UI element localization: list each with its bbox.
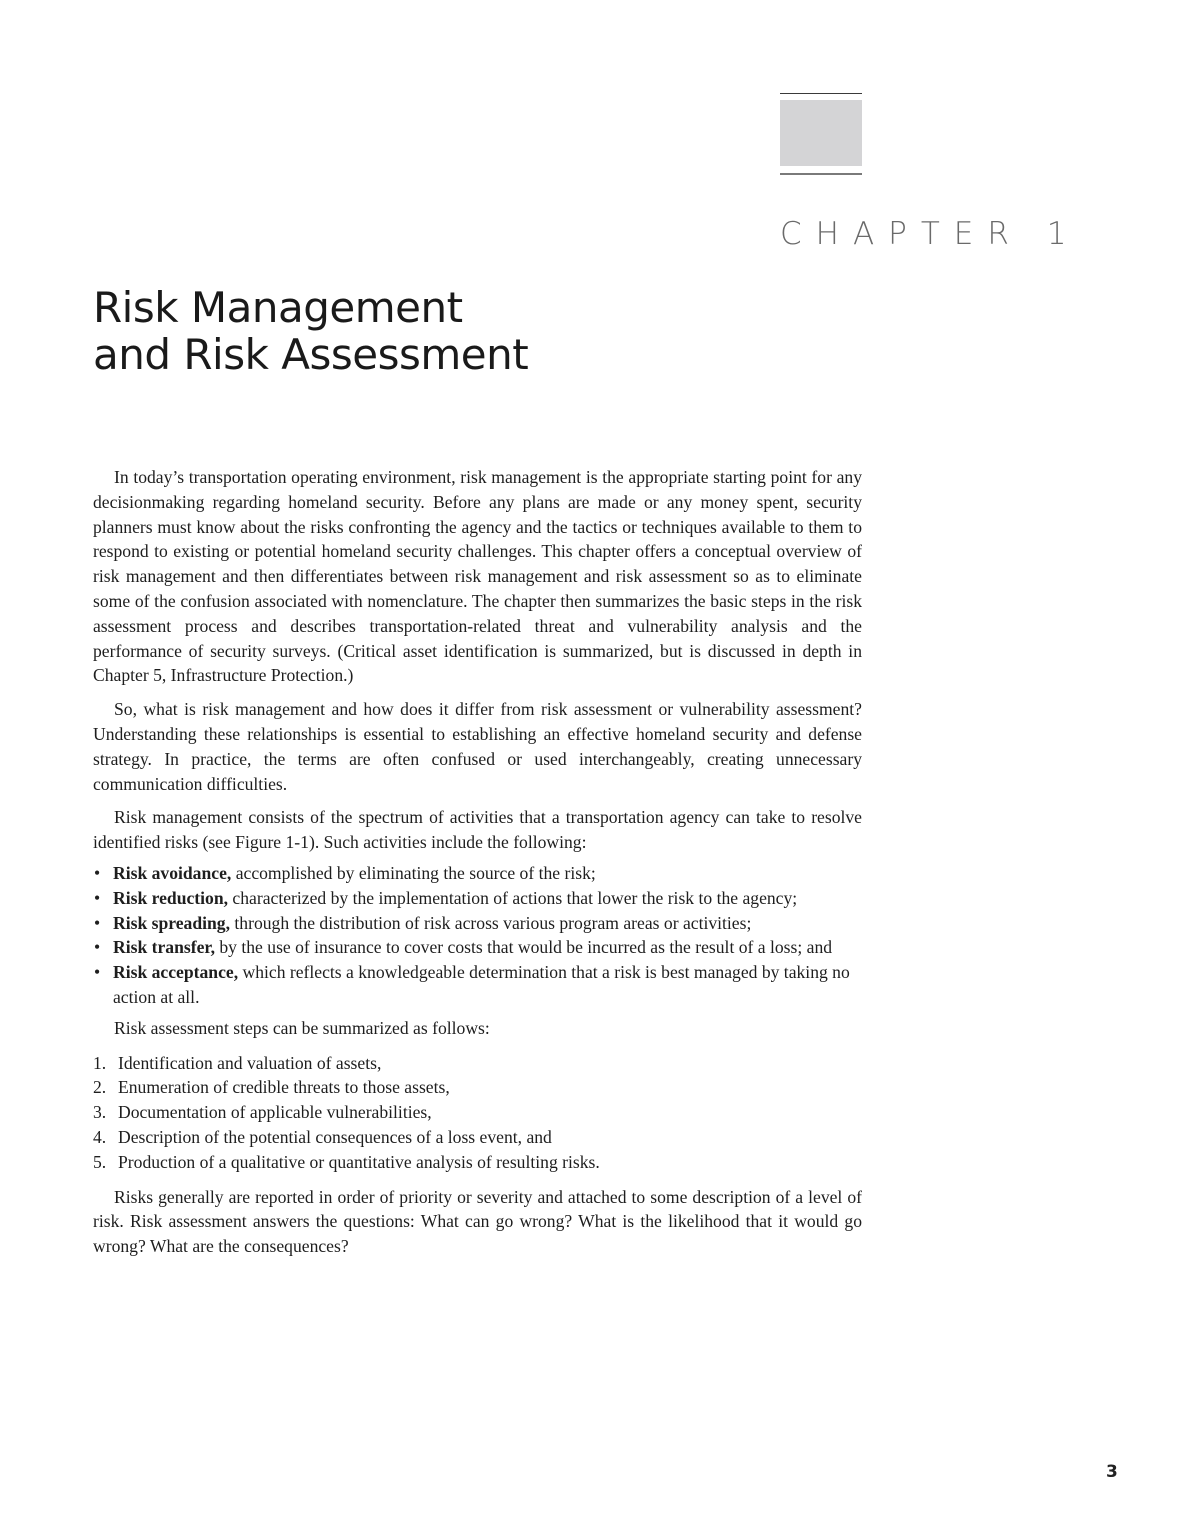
list-item-description: by the use of insurance to cover costs that would be incurred as the result of a loss; and bbox=[214, 937, 833, 958]
step-text: Description of the potential consequences of a loss event, and bbox=[118, 1126, 552, 1147]
steps-intro: Risk assessment steps can be summarized as follows: bbox=[114, 1017, 490, 1038]
list-item-term: Risk avoidance, bbox=[113, 862, 232, 883]
list-item bbox=[93, 1075, 862, 1100]
step-text: Identification and valuation of assets, bbox=[118, 1052, 382, 1073]
step-text: Enumeration of credible threats to those assets, bbox=[118, 1077, 450, 1098]
list-item-term: Risk acceptance, bbox=[113, 962, 239, 983]
list-item bbox=[93, 1100, 862, 1125]
bullet-icon: • bbox=[94, 962, 101, 983]
bullet-icon: • bbox=[94, 862, 101, 883]
list-item bbox=[93, 960, 862, 1010]
ornament-gray-box bbox=[780, 100, 862, 166]
list-item bbox=[93, 886, 862, 911]
step-number: 2. bbox=[93, 1077, 107, 1098]
list-item-description: through the distribution of risk across various program areas or activities; bbox=[230, 912, 752, 933]
ornament-bottom-rule bbox=[780, 173, 862, 175]
risk-activities-list bbox=[93, 861, 862, 1010]
chapter-body bbox=[93, 465, 862, 1268]
step-text: Production of a qualitative or quantitative analysis of resulting risks. bbox=[118, 1151, 600, 1172]
intro-paragraph: In today’s transportation operating environment, risk management is the appropriate starting point for any decisionmaking regarding homeland security. Before any plans are made or any money spent, security planners must know about the risks confronting the agency and the tactics or techniques available to them to respond to existing or potential homeland security challenges. This chapter offers a conceptual overview of risk management and then differentiates between risk management and risk assessment so as to eliminate some of the confusion associated with nomenclature. The chapter then summarizes the basic steps in the risk assessment process and describes transportation-related threat and vulnerability analysis and the performance of security surveys. (Critical asset identification is summarized, but is discussed in depth in Chapter 5, Infrastructure Protection.) bbox=[93, 467, 862, 686]
step-number: 1. bbox=[93, 1052, 107, 1073]
chapter-title-line-2: and Risk Assessment bbox=[93, 330, 529, 379]
list-item-description: accomplished by eliminating the source of the risk; bbox=[231, 862, 596, 883]
list-item-term: Risk spreading, bbox=[113, 912, 231, 933]
list-item-term: Risk reduction, bbox=[113, 887, 229, 908]
risk-management-paragraph: Risk management consists of the spectrum of activities that a transportation agency can take to resolve identified risks (see Figure 1-1). Such activities include the following: bbox=[93, 807, 862, 853]
bullet-icon: • bbox=[94, 887, 101, 908]
list-item bbox=[93, 935, 862, 960]
list-item bbox=[93, 911, 862, 936]
step-number: 5. bbox=[93, 1151, 107, 1172]
chapter-ornament bbox=[780, 93, 862, 175]
chapter-title bbox=[93, 284, 528, 378]
list-item-term: Risk transfer, bbox=[113, 937, 215, 958]
risk-assessment-steps-list bbox=[93, 1051, 862, 1175]
list-item bbox=[93, 1150, 862, 1175]
list-item bbox=[93, 1125, 862, 1150]
ornament-top-rule bbox=[780, 93, 862, 94]
page-number: 3 bbox=[1106, 1462, 1118, 1482]
chapter-number-label: CHAPTER 1 bbox=[780, 216, 1081, 252]
step-number: 3. bbox=[93, 1102, 107, 1123]
bullet-icon: • bbox=[94, 937, 101, 958]
bullet-icon: • bbox=[94, 912, 101, 933]
list-item-description: which reflects a knowledgeable determination that a risk is best managed by taking no action at all. bbox=[113, 962, 850, 1007]
definition-paragraph: So, what is risk management and how does it differ from risk assessment or vulnerability assessment? Understanding these relationships is essential to establishing an effective homeland security and defense strategy. In practice, the terms are often confused or used interchangeably, creating unnecessary communication difficulties. bbox=[93, 699, 862, 794]
chapter-title-line-1: Risk Management bbox=[93, 283, 463, 332]
step-number: 4. bbox=[93, 1126, 107, 1147]
closing-paragraph: Risks generally are reported in order of priority or severity and attached to some description of a level of risk. Risk assessment answers the questions: What can go wrong? What is the likelihood that it would go wrong? What are the consequences? bbox=[93, 1186, 862, 1257]
list-item bbox=[93, 1051, 862, 1076]
list-item-description: characterized by the implementation of actions that lower the risk to the agency; bbox=[228, 887, 798, 908]
list-item bbox=[93, 861, 862, 886]
step-text: Documentation of applicable vulnerabilities, bbox=[118, 1102, 432, 1123]
